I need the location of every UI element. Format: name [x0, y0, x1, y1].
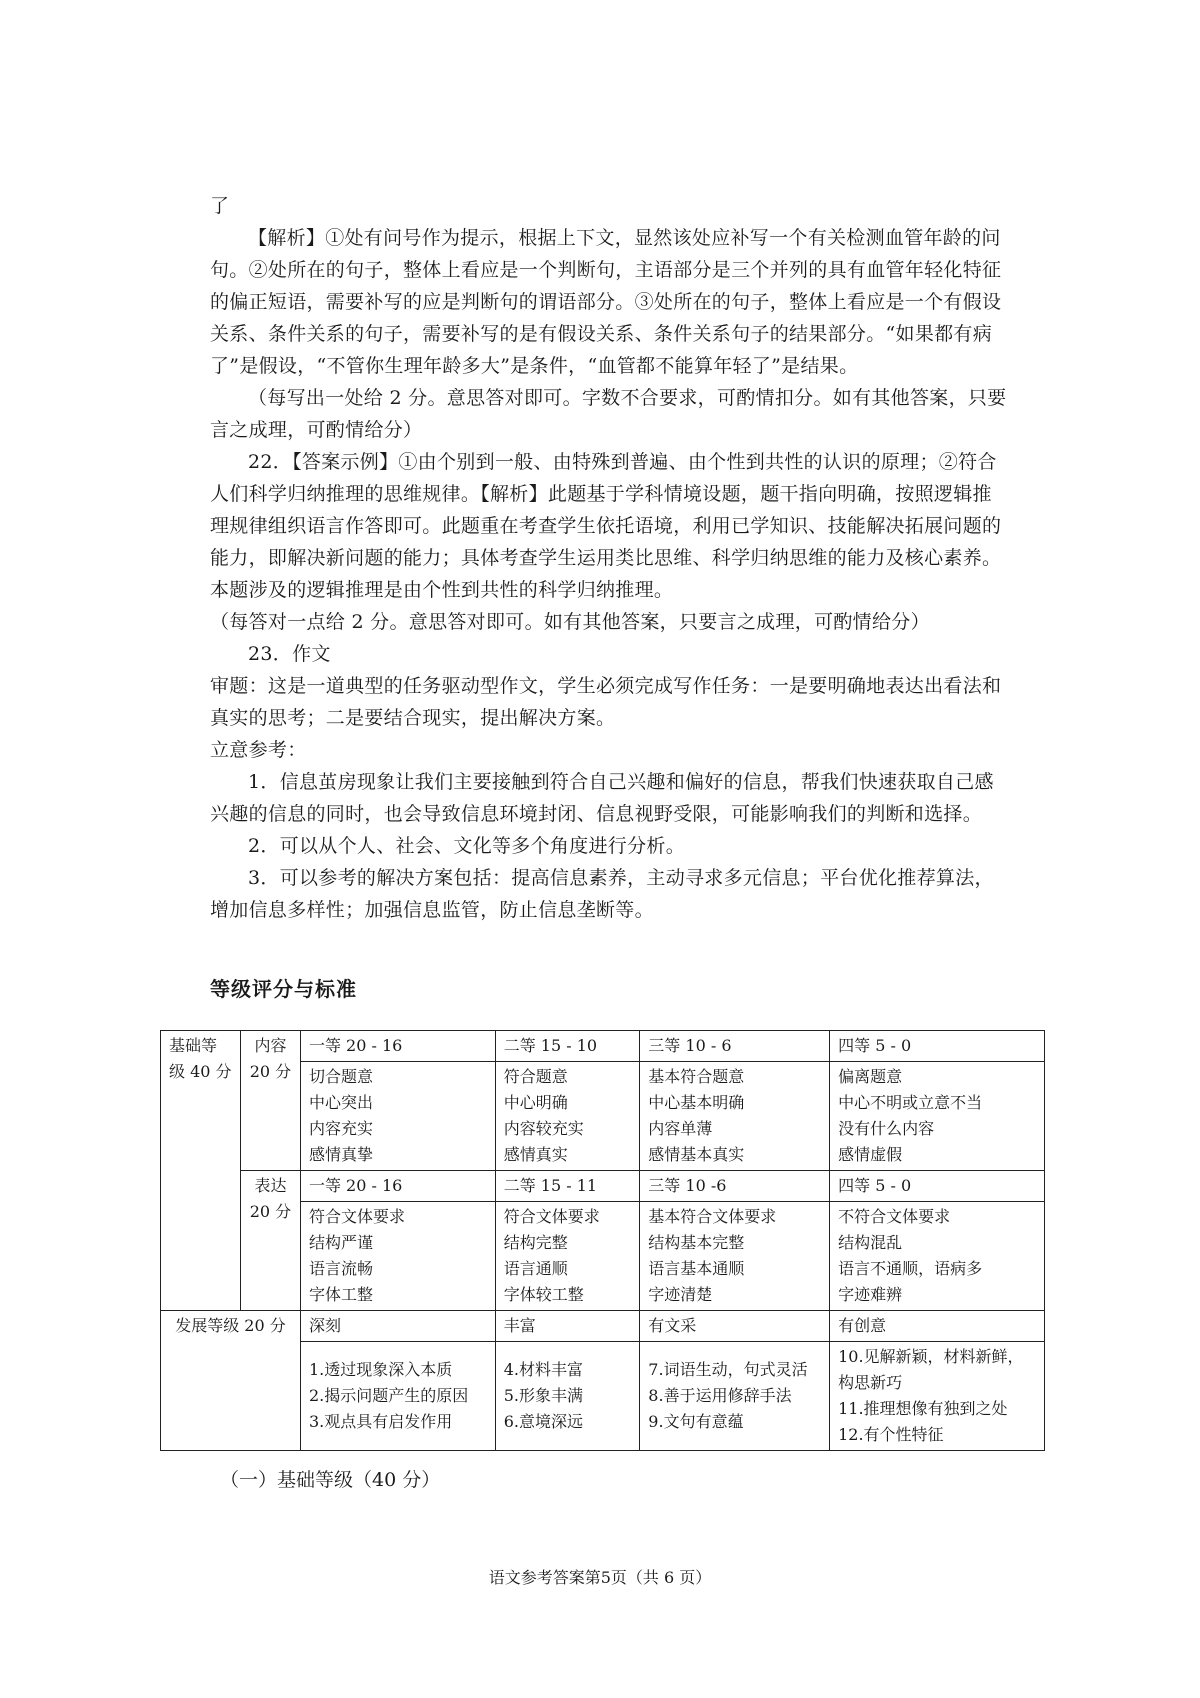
table-cell: 符合文体要求 结构严谨 语言流畅 字体工整 — [300, 1202, 495, 1311]
basic-grade-label: 基础等 级 40 分 — [161, 1031, 241, 1311]
grading-table — [160, 1030, 1045, 1451]
table-row — [161, 1171, 1045, 1202]
table-cell: 4.材料丰富 5.形象丰满 6.意境深远 — [495, 1342, 640, 1451]
subsection-heading: （一）基础等级（40 分） — [220, 1469, 441, 1491]
table-cell: 10.见解新颖，材料新鲜， 构思新巧 11.推理想像有独到之处 12.有个性特征 — [830, 1342, 1045, 1451]
table-header-cell: 有文采 — [640, 1311, 830, 1342]
table-header-cell: 三等 10 -6 — [640, 1171, 830, 1202]
table-cell: 7.词语生动，句式灵活 8.善于运用修辞手法 9.文句有意蕴 — [640, 1342, 830, 1451]
paragraph: 1．信息茧房现象让我们主要接触到符合自己兴趣和偏好的信息，帮我们快速获取自己感兴趣的信息的同时，也会导致信息环境封闭、信息视野受限，可能影响我们的判断和选择。 — [210, 771, 994, 825]
paragraph: 2．可以从个人、社会、文化等多个角度进行分析。 — [248, 835, 685, 857]
paragraph: 23．作文 — [248, 643, 331, 665]
table-row — [161, 1311, 1045, 1342]
expression-label: 表达 20 分 — [240, 1171, 300, 1311]
table-header-cell: 二等 15 - 11 — [495, 1171, 640, 1202]
table-cell: 不符合文体要求 结构混乱 语言不通顺，语病多 字迹难辨 — [830, 1202, 1045, 1311]
development-grade-label: 发展等级 20 分 — [161, 1311, 301, 1451]
table-header-cell: 四等 5 - 0 — [830, 1171, 1045, 1202]
table-row — [161, 1031, 1045, 1062]
paragraph: 22．【答案示例】①由个别到一般、由特殊到普遍、由个性到共性的认识的原理；②符合人们科学归纳推理的思维规律。【解析】此题基于学科情境设题，题干指向明确，按照逻辑推理规律组织语言作答即可。此题重在考查学生依托语境，利用已学知识、技能解决拓展问题的能力，即解决新问题的能力；具体考查学生运用类比思维、科学归纳思维的能力及核心素养。本题涉及的逻辑推理是由个性到共性的科学归纳推理。 — [210, 451, 1002, 601]
table-header-cell: 深刻 — [300, 1311, 495, 1342]
table-cell: 符合题意 中心明确 内容较充实 感情真实 — [495, 1062, 640, 1171]
paragraph: 审题：这是一道典型的任务驱动型作文，学生必须完成写作任务：一是要明确地表达出看法和真实的思考；二是要结合现实，提出解决方案。 — [210, 675, 1002, 729]
table-header-cell: 二等 15 - 10 — [495, 1031, 640, 1062]
table-header-cell: 一等 20 - 16 — [300, 1171, 495, 1202]
table-header-cell: 丰富 — [495, 1311, 640, 1342]
table-header-cell: 四等 5 - 0 — [830, 1031, 1045, 1062]
table-cell: 基本符合文体要求 结构基本完整 语言基本通顺 字迹清楚 — [640, 1202, 830, 1311]
table-header-cell: 有创意 — [830, 1311, 1045, 1342]
content-label: 内容 20 分 — [240, 1031, 300, 1171]
paragraph: 立意参考： — [210, 739, 307, 761]
table-header-cell: 一等 20 - 16 — [300, 1031, 495, 1062]
paragraph: 了 — [210, 195, 230, 217]
table-cell: 符合文体要求 结构完整 语言通顺 字体较工整 — [495, 1202, 640, 1311]
page-footer: 语文参考答案第5页（共 6 页） — [488, 1568, 712, 1587]
table-cell: 切合题意 中心突出 内容充实 感情真挚 — [300, 1062, 495, 1171]
paragraph: 3．可以参考的解决方案包括：提高信息素养，主动寻求多元信息；平台优化推荐算法，增加信息多样性；加强信息监管，防止信息垄断等。 — [210, 867, 994, 921]
paragraph: 【解析】①处有问号作为提示，根据上下文，显然该处应补写一个有关检测血管年龄的问句。②处所在的句子，整体上看应是一个判断句，主语部分是三个并列的具有血管年轻化特征的偏正短语，需要补写的应是判断句的谓语部分。③处所在的句子，整体上看应是一个有假设关系、条件关系的句子，需要补写的是有假设关系、条件关系句子的结果部分。“如果都有病了”是假设，“不管你生理年龄多大”是条件，“血管都不能算年轻了”是结果。 — [210, 227, 1002, 377]
paragraph: （每写出一处给 2 分。意思答对即可。字数不合要求，可酌情扣分。如有其他答案，只要言之成理，可酌情给分） — [210, 387, 1007, 441]
section-title: 等级评分与标准 — [210, 977, 357, 1001]
table-header-cell: 三等 10 - 6 — [640, 1031, 830, 1062]
answer-text — [210, 190, 1010, 926]
table-cell: 1.透过现象深入本质 2.揭示问题产生的原因 3.观点具有启发作用 — [300, 1342, 495, 1451]
table-cell: 基本符合题意 中心基本明确 内容单薄 感情基本真实 — [640, 1062, 830, 1171]
table-cell: 偏离题意 中心不明或立意不当 没有什么内容 感情虚假 — [830, 1062, 1045, 1171]
paragraph: （每答对一点给 2 分。意思答对即可。如有其他答案，只要言之成理，可酌情给分） — [210, 611, 930, 633]
